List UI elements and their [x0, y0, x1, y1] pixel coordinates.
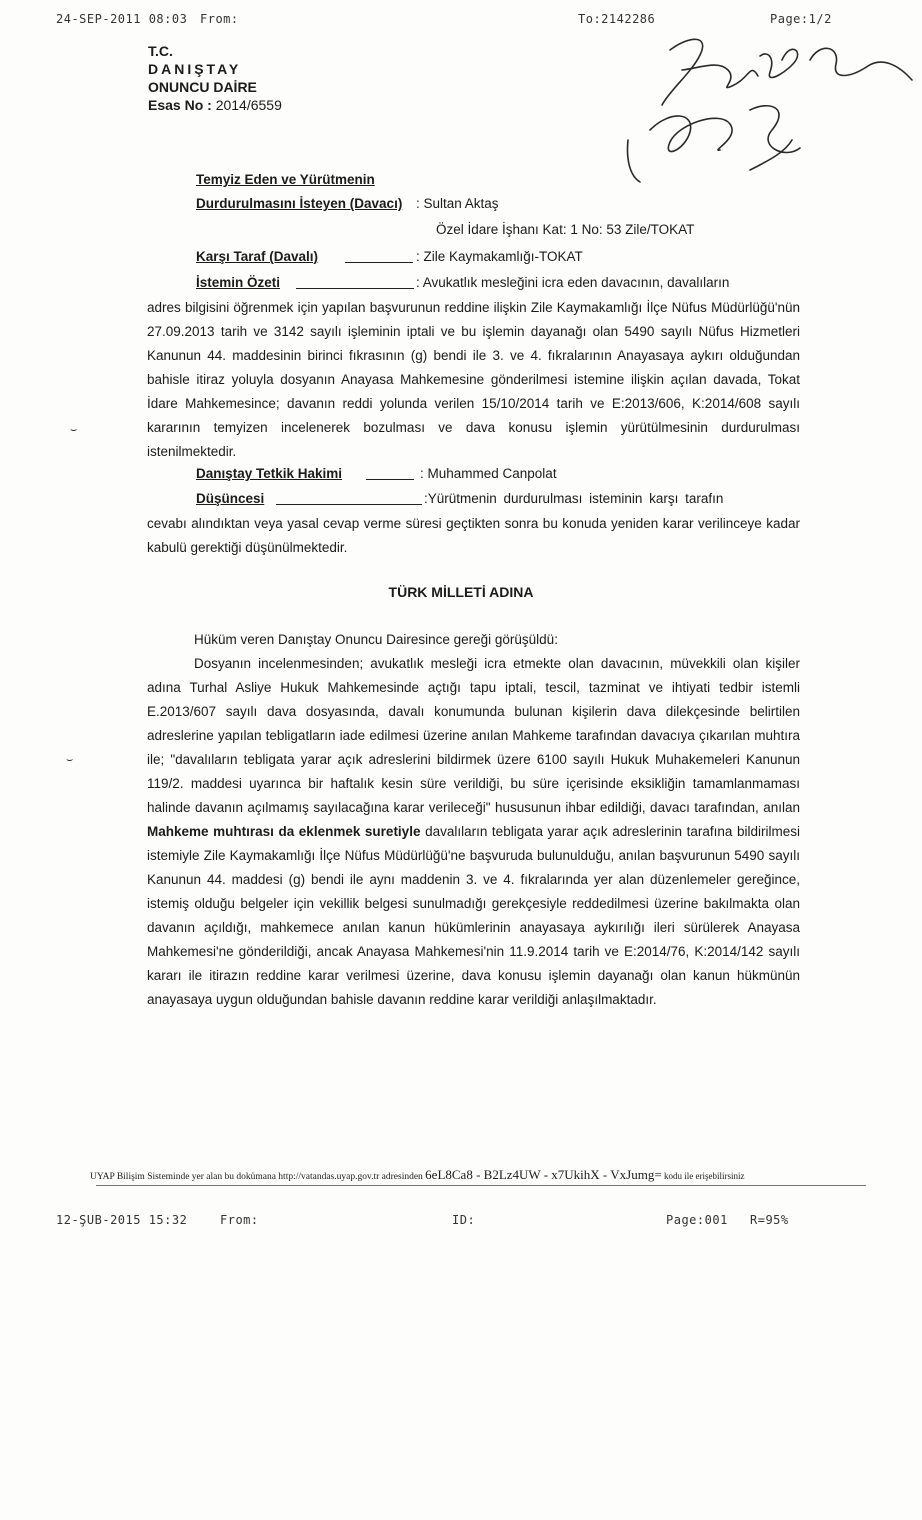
summary-label: İstemin Özeti: [196, 275, 281, 290]
opinion-first-line: :Yürütmenin durdurulması isteminin karşı tarafın: [424, 491, 724, 506]
fax-footer-datetime: 12-ŞUB-2015 15:32: [56, 1213, 188, 1227]
verdict-bold-phrase: Mahkeme muhtırası da eklenmek suretiyle: [147, 824, 421, 839]
respondent-underline: [345, 262, 413, 263]
fax-footer-id: ID:: [452, 1213, 476, 1227]
fax-header-from: From:: [200, 12, 239, 26]
respondent-value: : Zile Kaymakamlığı-TOKAT: [416, 249, 583, 264]
summary-underline: [296, 288, 414, 289]
tc-label: T.C.: [148, 43, 173, 59]
handwritten-signature: [600, 20, 920, 190]
uyap-footer-text: UYAP Bilişim Sisteminde yer alan bu dokümana http://vatandas.uyap.gov.tr adresinden: [90, 1172, 423, 1182]
judge-label: Danıştay Tetkik Hakimi: [196, 466, 343, 481]
judge-value: : Muhammed Canpolat: [420, 466, 557, 481]
court-header: [148, 42, 282, 114]
case-number-value: 2014/6559: [215, 97, 282, 113]
summary-body: adres bilgisini öğrenmek için yapılan başvurunun reddine ilişkin Zile Kaymakamlığı İlçe Nüfus Müdürlüğü'nün 27.09.2013 tarih ve 3142 sayılı işleminin iptali ve bu işlemin dayanağı olan 5490 sayılı Nüfus Hizmetleri Kanunun 44. maddesinin birinci fıkrasının (g) bendi ile 3. ve 4. fıkralarının Anayasaya aykırı olduğundan bahisle itiraz yoluyla dosyanın Anayasa Mahkemesine gönderilmesi istemine ilişkin açılan davada, Tokat İdare Mahkemesince; davanın reddi yolunda verilen 15/10/2014 tarih ve E:2013/606, K:2014/608 sayılı kararının temyizen incelenerek bozulması ve dava konusu işlemin yürütülmesinin durdurulması istenilmektedir.: [147, 300, 800, 459]
margin-mark: ⌣: [66, 754, 74, 766]
opinion-label: Düşüncesi: [196, 491, 265, 506]
verdict-body: [147, 652, 800, 1012]
fax-footer-page: Page:001: [666, 1213, 728, 1227]
uyap-access-code: 6eL8Ca8 - B2Lz4UW - x7UkihX - VxJumg=: [425, 1167, 662, 1182]
case-number-label: Esas No :: [148, 97, 212, 113]
verdict-body-part1: Dosyanın incelenmesinden; avukatlık mesleği icra etmekte olan davacının, müvekkili olan kişiler adına Turhal Asliye Hukuk Mahkemesinde açtığı tapu iptali, tescil, tazminat ve ihtiyati tedbir istemli E.2013/607 sayılı dava dosyasında, davalı konumunda bulunan kişilerin dava dilekçesinde belirtilen adreslerine yapılan tebligatların iade edilmesi üzerine anılan Mahkeme tarafından davacıya çıkarılan muhtıra ile; "davalıların tebligata yarar açık adreslerini bildirmek üzere 6100 sayılı Hukuk Muhakemeleri Kanunun 119/2. maddesi uyarınca bir haftalık kesin süre verildiği, bu süre içerisinde eksikliğin tamamlanmaması halinde davanın açılmamış sayılacağına karar verileceği" hususunun ihbar edildiği, davacı tarafından, anılan: [147, 656, 800, 815]
opinion-underline: [276, 504, 422, 505]
uyap-footer-tail: kodu ile erişebilirsiniz: [664, 1171, 745, 1181]
court-name: DANIŞTAY: [148, 61, 242, 77]
fax-header-page: Page:1/2: [770, 12, 832, 26]
appellant-name: : Sultan Aktaş: [416, 196, 499, 211]
court-division: ONUNCU DAİRE: [148, 79, 257, 95]
uyap-footer: [90, 1167, 890, 1183]
fax-header-datetime: 24-SEP-2011 08:03: [56, 12, 188, 26]
summary-first-line: : Avukatlık mesleğini icra eden davacının, davalıların: [416, 275, 730, 290]
appellant-address: Özel İdare İşhanı Kat: 1 No: 53 Zile/TOKAT: [436, 222, 695, 237]
fax-footer-from: From:: [220, 1213, 259, 1227]
footer-rule: [96, 1185, 866, 1186]
opinion-body: cevabı alındıktan veya yasal cevap verme süresi geçtikten sonra bu konuda yeniden karar verilinceye kadar kabulü gerektiği düşünülmektedir.: [147, 516, 800, 555]
respondent-label: Karşı Taraf (Davalı): [196, 249, 319, 264]
case-number: [148, 96, 282, 114]
fax-footer-ratio: R=95%: [750, 1213, 789, 1227]
verdict-intro: Hüküm veren Danıştay Onuncu Dairesince gereği görüşüldü:: [194, 632, 558, 647]
appellant-label-line2: Durdurulmasını İsteyen (Davacı): [196, 196, 403, 211]
margin-mark: ⌣: [70, 424, 78, 436]
appellant-label-line1: Temyiz Eden ve Yürütmenin: [196, 172, 375, 187]
judge-underline: [366, 479, 414, 480]
verdict-body-part2: davalıların tebligata yarar açık adreslerinin tarafına bildirilmesi istemiyle Zile Kaymakamlığı İlçe Nüfus Müdürlüğü'ne başvuruda bulunulduğu, anılan başvurunun 5490 sayılı Kanunun 44. maddesi (g) bendi ile aynı maddenin 3. ve 4. fıkralarında yer alan düzenlemeler gereğince, istemiş olduğu belgeler için vekillik belgesi sunulmadığı gerekçesiyle reddedilmesi üzerine bakılmakta olan davanın açıldığı, mahkemece anılan kanun hükümlerinin anayasaya aykırılığı ileri sürülerek Anayasa Mahkemesi'ne gönderildiği, ancak Anayasa Mahkemesi'nin 11.9.2014 tarih ve E:2014/76, K:2014/142 sayılı kararı ile itirazın reddine karar verilmesi üzerine, dava konusu işlemin dayanağı olan kanun hükmünün anayasaya uygun olduğundan bahisle davanın reddine karar verildiği anlaşılmaktadır.: [147, 824, 800, 1007]
verdict-heading: TÜRK MİLLETİ ADINA: [388, 584, 534, 600]
fax-header-to: To:2142286: [578, 12, 656, 26]
